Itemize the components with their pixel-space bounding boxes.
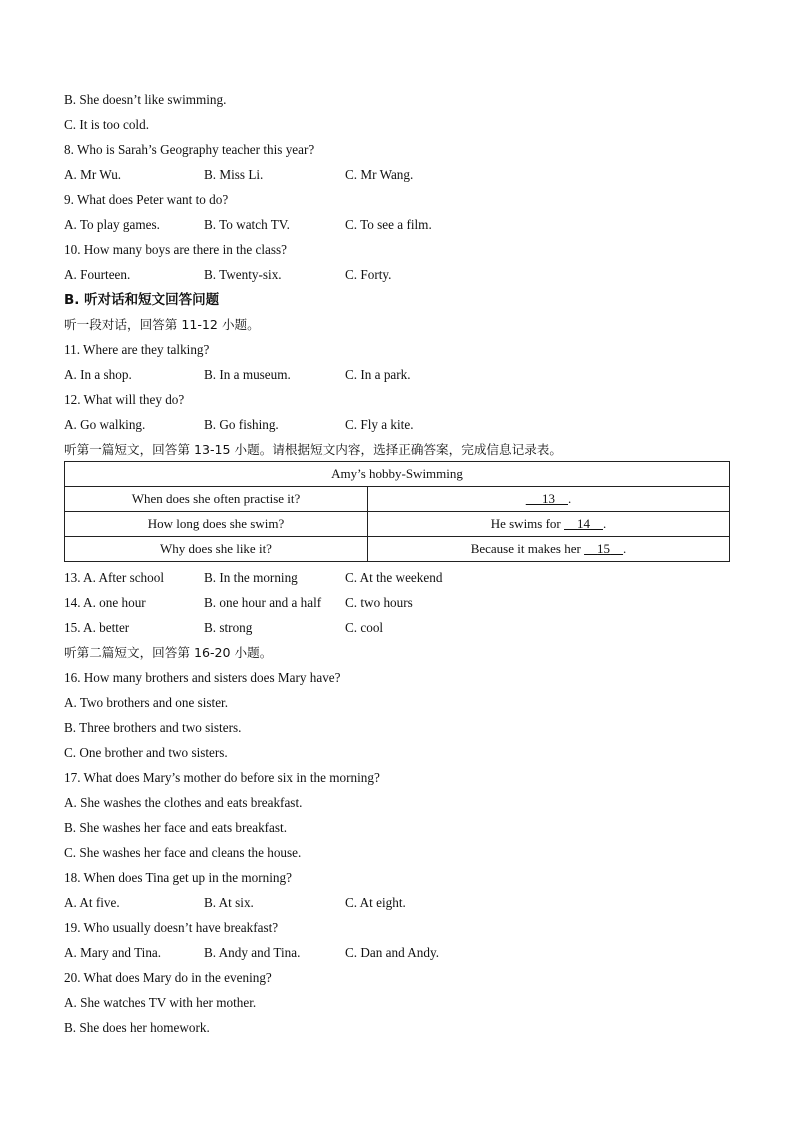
table-answer	[368, 512, 730, 537]
option-a: 14. A. one hour	[64, 595, 146, 610]
instruction-text: 听一段对话，回答第 11-12 小题。	[64, 317, 260, 332]
table-row	[65, 537, 730, 562]
table-row	[65, 512, 730, 537]
question-line: B. She doesn’t like swimming.	[64, 92, 227, 107]
question-line: B. She does her homework.	[64, 1020, 210, 1035]
info-record-table	[64, 461, 730, 562]
question-line: 12. What will they do?	[64, 392, 185, 407]
answer-options	[64, 367, 664, 383]
question-line: 20. What does Mary do in the evening?	[64, 970, 272, 985]
answer-prefix: He swims for	[490, 516, 565, 531]
option-a: A. To play games.	[64, 217, 160, 232]
option-a: A. Mary and Tina.	[64, 945, 162, 960]
option-b: B. At six.	[204, 895, 254, 910]
option-b: B. In the morning	[204, 570, 298, 585]
table-answer	[368, 487, 730, 512]
option-a: 15. A. better	[64, 620, 130, 635]
answer-blank: 15	[597, 541, 611, 556]
option-b: B. Miss Li.	[204, 167, 264, 182]
answer-suffix: .	[603, 516, 607, 531]
option-a: 13. A. After school	[64, 570, 164, 585]
answer-options	[64, 595, 664, 611]
answer-options	[64, 620, 664, 636]
answer-blank: 13	[542, 491, 555, 506]
instruction-text: 听第二篇短文，回答第 16-20 小题。	[64, 645, 273, 660]
option-b: B. Andy and Tina.	[204, 945, 301, 960]
option-c: C. In a park.	[345, 367, 411, 382]
answer-suffix: .	[568, 491, 572, 506]
option-c: C. Dan and Andy.	[345, 945, 440, 960]
option-c: C. Mr Wang.	[345, 167, 414, 182]
question-line: A. She watches TV with her mother.	[64, 995, 257, 1010]
option-a: A. Go walking.	[64, 417, 146, 432]
answer-options	[64, 895, 664, 911]
option-c: C. Forty.	[345, 267, 392, 282]
question-line: A. Two brothers and one sister.	[64, 695, 229, 710]
option-c: C. cool	[345, 620, 384, 635]
question-line: B. Three brothers and two sisters.	[64, 720, 242, 735]
table-title: Amy’s hobby-Swimming	[65, 462, 730, 487]
answer-options	[64, 945, 664, 961]
question-line: C. She washes her face and cleans the house.	[64, 845, 302, 860]
option-c: C. To see a film.	[345, 217, 432, 232]
question-line: 10. How many boys are there in the class?	[64, 242, 288, 257]
option-b: B. Go fishing.	[204, 417, 279, 432]
table-answer	[368, 537, 730, 562]
question-line: 11. Where are they talking?	[64, 342, 210, 357]
table-title-row	[65, 462, 730, 487]
question-line: 18. When does Tina get up in the morning?	[64, 870, 292, 885]
question-line: 8. Who is Sarah’s Geography teacher this year?	[64, 142, 315, 157]
table-row	[65, 487, 730, 512]
option-a: A. Fourteen.	[64, 267, 131, 282]
answer-options	[64, 217, 664, 233]
option-b: B. In a museum.	[204, 367, 291, 382]
table-question: When does she often practise it?	[65, 487, 368, 512]
question-line: C. It is too cold.	[64, 117, 149, 132]
option-c: C. At eight.	[345, 895, 406, 910]
instruction-text: 听第一篇短文，回答第 13-15 小题。请根据短文内容，选择正确答案，完成信息记录表。	[64, 442, 562, 457]
answer-prefix: Because it makes her	[470, 541, 585, 556]
question-line: A. She washes the clothes and eats breakfast.	[64, 795, 303, 810]
question-line: 17. What does Mary’s mother do before six in the morning?	[64, 770, 380, 785]
option-a: A. At five.	[64, 895, 120, 910]
option-a: A. Mr Wu.	[64, 167, 122, 182]
answer-options	[64, 167, 664, 183]
question-line: B. She washes her face and eats breakfast.	[64, 820, 287, 835]
section-heading: B. 听对话和短文回答问题	[64, 292, 220, 308]
answer-blank: 14	[577, 516, 591, 531]
table-question: How long does she swim?	[65, 512, 368, 537]
option-b: B. strong	[204, 620, 253, 635]
question-line: 16. How many brothers and sisters does Mary have?	[64, 670, 341, 685]
option-a: A. In a shop.	[64, 367, 132, 382]
question-line: C. One brother and two sisters.	[64, 745, 228, 760]
option-b: B. Twenty-six.	[204, 267, 282, 282]
option-c: C. two hours	[345, 595, 413, 610]
question-line: 9. What does Peter want to do?	[64, 192, 229, 207]
question-line: 19. Who usually doesn’t have breakfast?	[64, 920, 279, 935]
table-question: Why does she like it?	[65, 537, 368, 562]
option-c: C. Fly a kite.	[345, 417, 414, 432]
option-c: C. At the weekend	[345, 570, 443, 585]
option-b: B. one hour and a half	[204, 595, 322, 610]
answer-options	[64, 570, 664, 586]
answer-options	[64, 417, 664, 433]
answer-suffix: .	[623, 541, 627, 556]
answer-options	[64, 267, 664, 283]
option-b: B. To watch TV.	[204, 217, 290, 232]
